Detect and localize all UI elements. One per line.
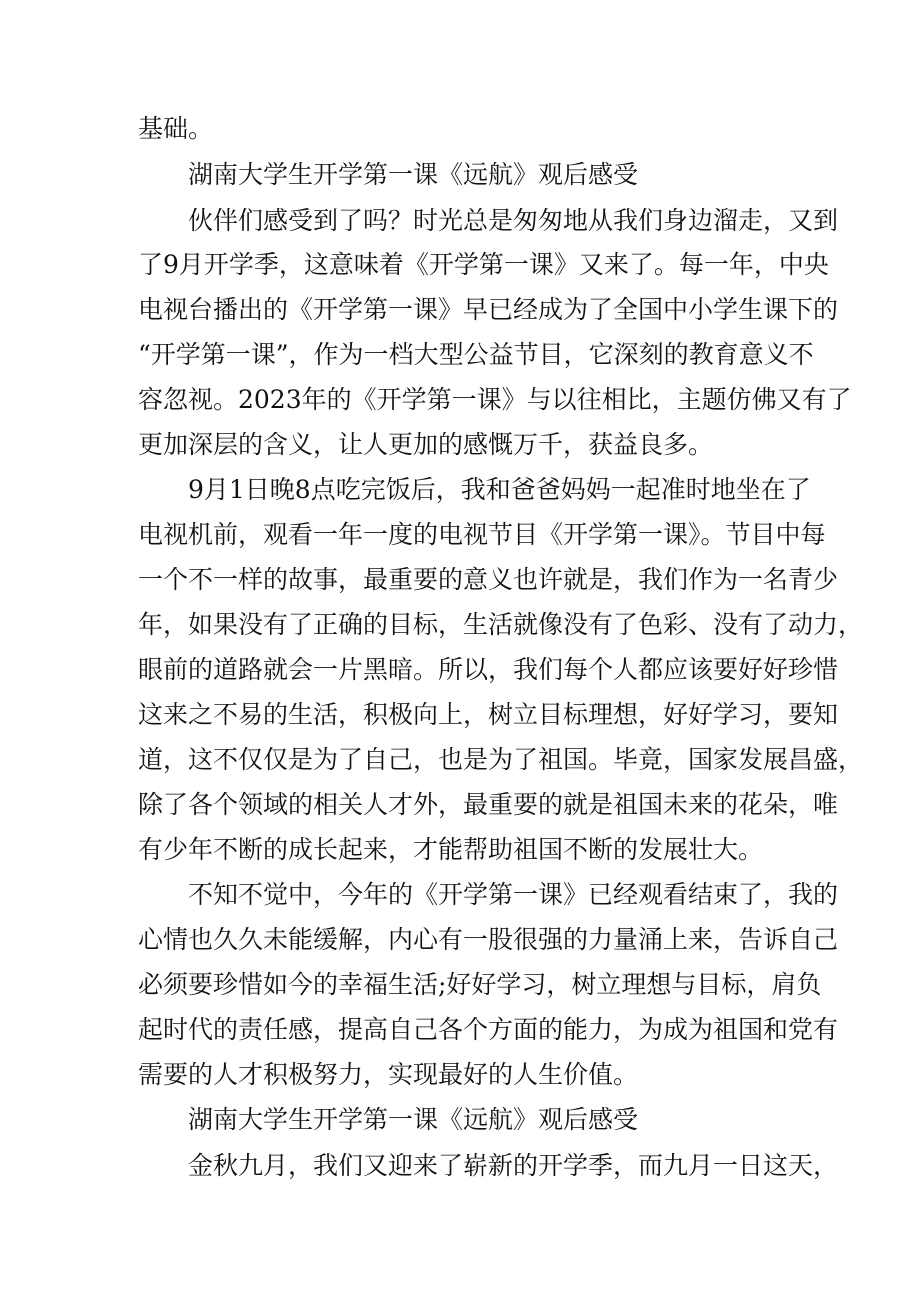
text-line: “开学第一课”，作为一档大型公益节目，它深刻的教育意义不: [138, 340, 814, 369]
text-line: 眼前的道路就会一片黑暗。所以，我们每个人都应该要好好珍惜: [138, 655, 839, 684]
text-line: 基础。: [138, 114, 214, 143]
text-line: 更加深层的含义，让人更加的感慨万千，获益良多。: [138, 430, 714, 459]
text-line: 不知不觉中，今年的《开学第一课》已经观看结束了，我的: [188, 880, 839, 909]
text-line: 道，这不仅仅是为了自己，也是为了祖国。毕竟，国家发展昌盛，: [138, 745, 864, 774]
text-line: 心情也久久未能缓解，内心有一股很强的力量涌上来，告诉自己: [138, 925, 839, 954]
text-line: 年，如果没有了正确的目标，生活就像没有了色彩、没有了动力，: [138, 610, 864, 639]
text-line: 了9月开学季，这意味着《开学第一课》又来了。每一年，中央: [138, 250, 829, 279]
text-line: 金秋九月，我们又迎来了崭新的开学季，而九月一日这天，: [188, 1151, 839, 1180]
text-line: 容忽视。2023年的《开学第一课》与以往相比，主题仿佛又有了: [138, 385, 852, 414]
text-line: 有少年不断的成长起来，才能帮助祖国不断的发展壮大。: [138, 835, 764, 864]
text-line: 伙伴们感受到了吗？时光总是匆匆地从我们身边溜走，又到: [188, 206, 839, 235]
section-title: 湖南大学生开学第一课《远航》观后感受: [188, 1105, 639, 1134]
text-line: 除了各个领域的相关人才外，最重要的就是祖国未来的花朵，唯: [138, 790, 839, 819]
text-line: 电视台播出的《开学第一课》早已经成为了全国中小学生课下的: [138, 295, 839, 324]
section-title: 湖南大学生开学第一课《远航》观后感受: [188, 160, 639, 189]
text-line: 一个不一样的故事，最重要的意义也许就是，我们作为一名青少: [138, 565, 839, 594]
text-line: 必须要珍惜如今的幸福生活;好好学习，树立理想与目标，肩负: [138, 970, 822, 999]
text-line: 这来之不易的生活，积极向上，树立目标理想，好好学习，要知: [138, 700, 839, 729]
text-line: 起时代的责任感，提高自己各个方面的能力，为成为祖国和党有: [138, 1015, 839, 1044]
text-line: 电视机前，观看一年一度的电视节目《开学第一课》。节目中每: [138, 520, 826, 549]
text-line: 9月1日晚8点吃完饭后，我和爸爸妈妈一起准时地坐在了: [188, 475, 811, 504]
text-line: 需要的人才积极努力，实现最好的人生价值。: [138, 1060, 639, 1089]
